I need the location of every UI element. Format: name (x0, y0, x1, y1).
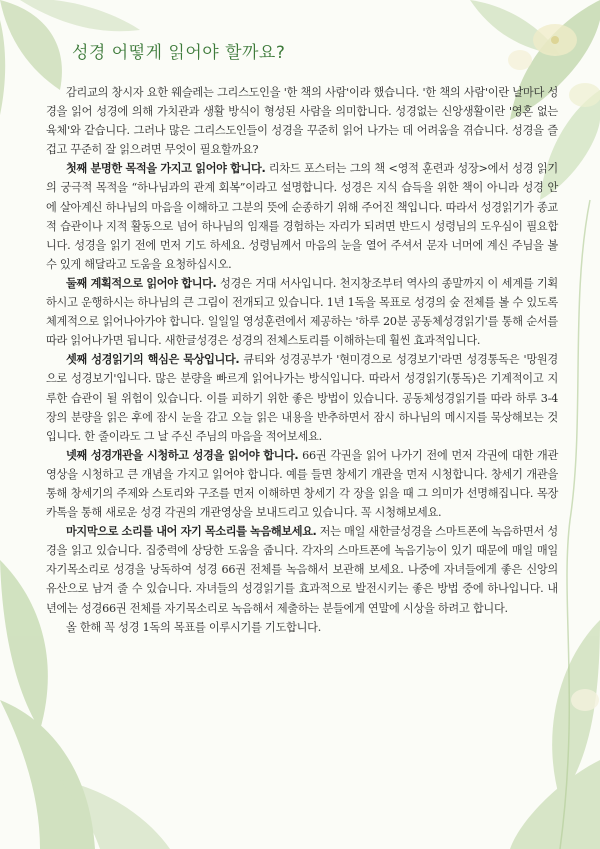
paragraph-text: 성경은 거대 서사입니다. 천지창조부터 역사의 종말까지 이 세계를 기획하시고 운행하시는 하나님의 큰 그림이 전개되고 있습니다. 1년 1독을 목표로 성경의 숲 전체를 볼 수 있도록 체계적으로 읽어나아가야 합니다. 일일일 영성훈련에서 제공하는 '하루 20분 공동체성경읽기'를 통해 순서를 따라 읽어나가면 됩니다. 새한글성경은 성경의 전체스토리를 이해하는데 훨씬 효과적입니다. (46, 276, 558, 348)
paragraph-intro (46, 83, 558, 159)
paragraph-lead: 셋째 성경읽기의 핵심은 묵상입니다. (66, 353, 240, 367)
paragraph-lead: 둘째 계획적으로 읽어야 합니다. (66, 276, 217, 290)
paragraph-third-meditation (46, 350, 558, 445)
paragraph-text: 66권 각권을 읽어 나가기 전에 먼저 각권에 대한 개관영상을 시청하고 큰 개념을 가지고 읽어야 합니다. 예를 들면 창세기 개관을 먼저 시청합니다. 창세기 개관을 통해 창세기의 주제와 스토리와 구조를 먼저 이해하면 창세기 각 장을 읽을 때 그 의미가 선명해집니다. 목장 카톡을 통해 새로운 성경 각권의 개관영상을 보내드리고 있습니다. 꼭 시청해보세요. (46, 448, 559, 520)
paragraph-closing-prayer (46, 618, 558, 637)
paragraph-lead: 첫째 분명한 목적을 가지고 읽어야 합니다. (66, 162, 266, 176)
paragraph-fourth-overview (46, 446, 558, 522)
paragraph-lead: 마지막으로 소리를 내어 자기 목소리를 녹음해보세요. (66, 525, 317, 539)
paragraph-lead: 넷째 성경개관을 시청하고 성경을 읽어야 합니다. (66, 448, 299, 462)
paragraph-second-plan (46, 274, 558, 350)
paragraph-first-purpose (46, 159, 558, 274)
paragraph-text: 큐티와 성경공부가 '현미경으로 성경보기'라면 성경통독은 '망원경으로 성경보기'입니다. 많은 분량을 빠르게 읽어나가는 방식입니다. 따라서 성경읽기(통독)은 기계적이고 지루한 습관이 될 위험이 있습니다. 이를 피하기 위한 좋은 방법이 있습니다. 공동체성경읽기를 따라 하루 3-4장의 분량을 읽은 후에 잠시 눈을 감고 오늘 읽은 내용을 반추하면서 잠시 하나님의 메시지를 묵상해보는 것입니다. 한 줄이라도 그 날 주신 주님의 마음을 적어보세요. (46, 353, 558, 443)
paragraph-text: 저는 매일 새한글성경을 스마트폰에 녹음하면서 성경을 읽고 있습니다. 집중력에 상당한 도움을 줍니다. 각자의 스마트폰에 녹음기능이 있기 때문에 매일 매일 자기목소리로 성경을 낭독하여 성경 66권 전체를 녹음해서 보관해 보세요. 나중에 자녀들에게 좋은 신앙의 유산으로 남겨 줄 수 있습니다. 자녀들의 성경읽기를 효과적으로 발전시키는 좋은 방법 중에 하나입니다. 내년에는 성경66권 전체를 자기목소리로 녹음해서 제출하는 분들에게 연말에 시상을 하려고 합니다. (46, 525, 558, 615)
paragraph-text: 올 한해 꼭 성경 1독의 목표를 이루시기를 기도합니다. (66, 620, 322, 634)
paragraph-text: 리차드 포스터는 그의 책 <영적 훈련과 성장>에서 성경 읽기의 궁극적 목적을 “하나님과의 관계 회복”이라고 설명합니다. 성경은 지식 습득을 위한 책이 아니라 성경 안에 살아계신 하나님의 마음을 이해하고 그분의 뜻에 순종하기 위해 주어진 책입니다. 따라서 성경읽기가 종교적 습관이나 지적 활동으로 넘어 하나님의 임재를 경험하는 자리가 되려면 반드시 성령님의 도우심이 필요합니다. 성경을 읽기 전에 먼저 기도 하세요. 성령님께서 마음의 눈을 열어 주셔서 문자 너머에 계신 주님을 볼 수 있게 해달라고 도움을 요청하십시오. (46, 162, 558, 271)
page-title: 성경 어떻게 읽어야 할까요? (72, 43, 286, 63)
document-body (46, 83, 558, 637)
paragraph-last-recording (46, 522, 558, 617)
paragraph-text: 감리교의 창시자 요한 웨슬레는 그리스도인을 '한 책의 사람'이라 했습니다. '한 책의 사람'이란 날마다 성경을 읽어 성경에 의해 가치관과 생활 방식이 형성된 사람을 의미합니다. 성경없는 신앙생활이란 '영혼 없는 육체'와 같습니다. 그러나 많은 그리스도인들이 성경을 꾸준히 읽어 나가는 데 어려움을 겪습니다. 성경을 즐겁고 꾸준히 잘 읽으려면 무엇이 필요할까요? (46, 86, 558, 157)
